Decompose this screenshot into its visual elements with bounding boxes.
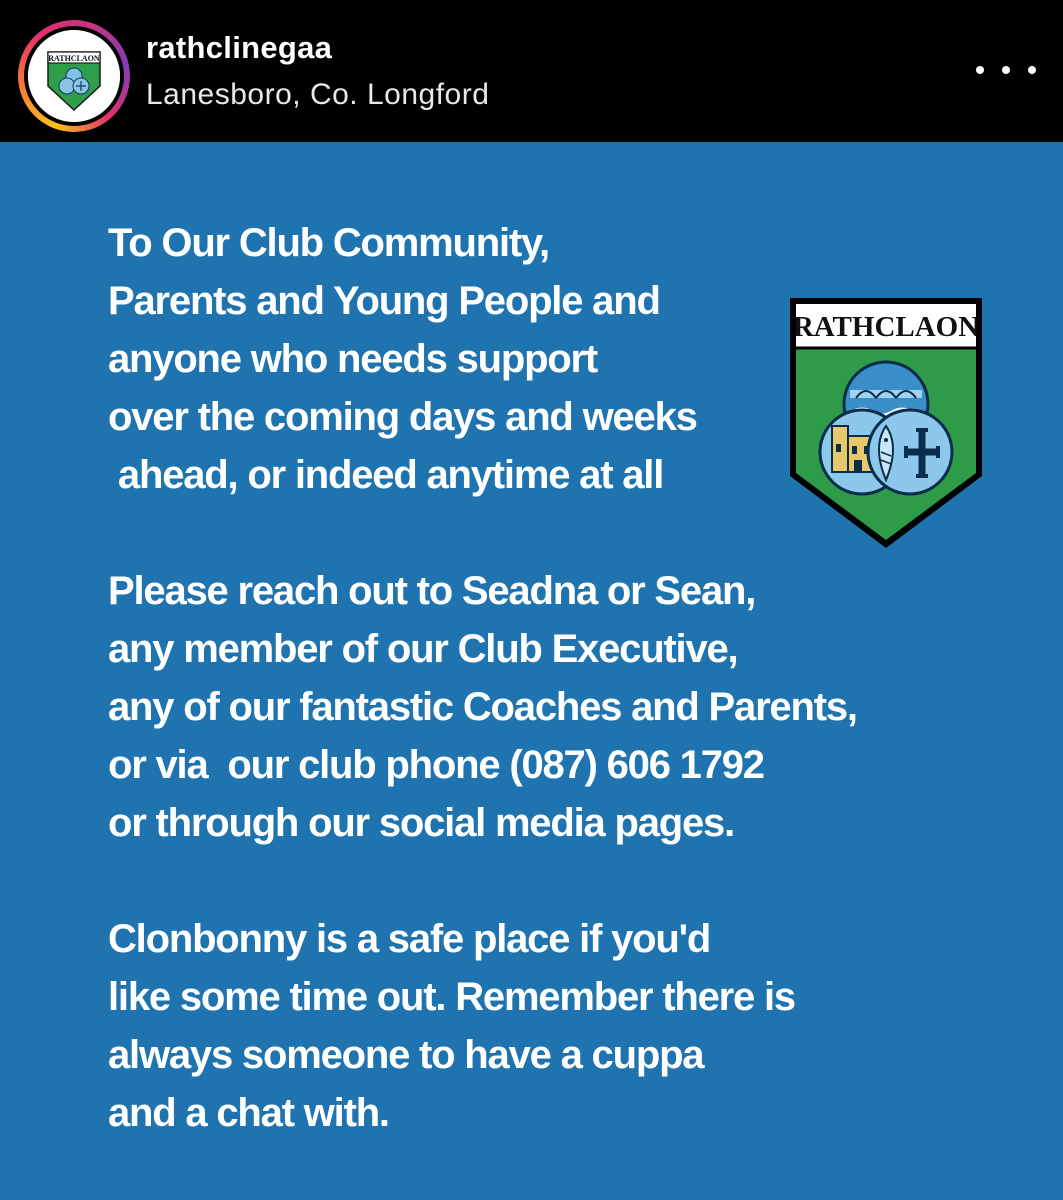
dot [976,66,984,74]
text-line: To Our Club Community, [108,221,549,265]
dot [1002,66,1010,74]
username[interactable]: rathclinegaa [146,30,333,65]
post-header [0,0,1063,142]
text-line: or via our club phone (087) 606 1792 [108,743,764,787]
rathclaon-crest [786,294,986,552]
crest-name: RATHCLAON [792,311,980,343]
text-line: or through our social media pages. [108,801,734,845]
location-link[interactable]: Lanesboro, Co. Longford [146,78,490,111]
avatar[interactable] [28,30,120,122]
paragraph-2 [108,562,988,852]
text-line: Parents and Young People and [108,279,660,323]
post-image[interactable] [0,142,1063,1200]
text-line: any of our fantastic Coaches and Parents, [108,685,857,729]
club-crest-icon [28,30,120,122]
text-line: ahead, or indeed anytime at all [108,453,664,497]
svg-text:RATHCLAON: RATHCLAON [48,54,100,63]
text-line: any member of our Club Executive, [108,627,738,671]
text-line: Clonbonny is a safe place if you'd [108,917,711,961]
story-ring[interactable] [18,20,130,132]
text-line: like some time out. Remember there is [108,975,795,1019]
text-line: anyone who needs support [108,337,598,381]
text-line: and a chat with. [108,1091,389,1135]
text-line: always someone to have a cuppa [108,1033,704,1077]
more-options-icon[interactable] [976,52,1036,88]
paragraph-3 [108,910,988,1142]
dot [1028,66,1036,74]
text-line: over the coming days and weeks [108,395,697,439]
text-line: Please reach out to Seadna or Sean, [108,569,756,613]
